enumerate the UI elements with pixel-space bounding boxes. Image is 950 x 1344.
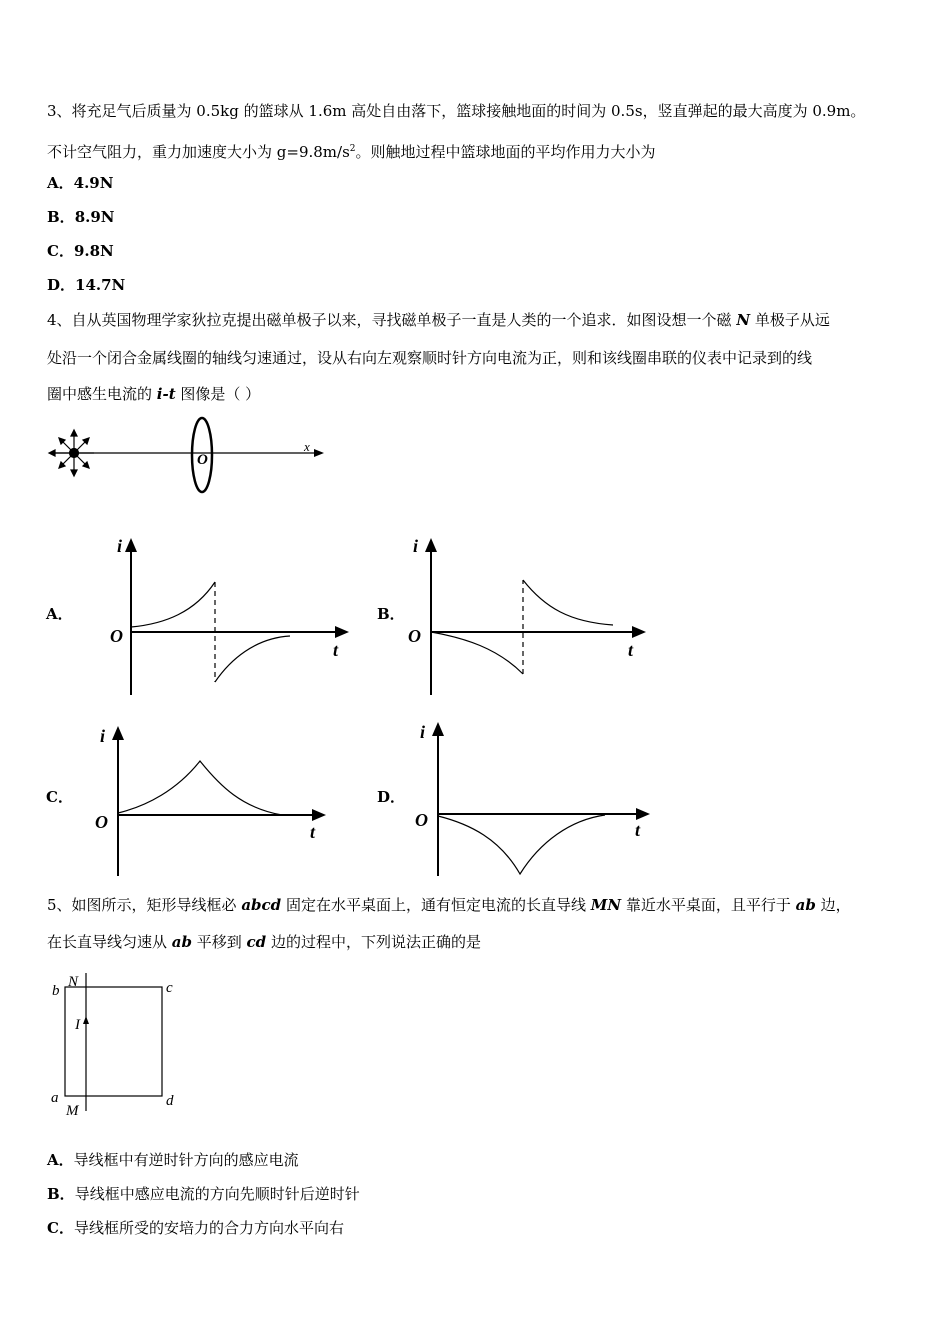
q3-stem-sup: 2 xyxy=(349,144,356,154)
option-letter: B． xyxy=(47,1185,75,1203)
i-axis-label: i xyxy=(413,536,419,556)
option-letter: A． xyxy=(47,1151,74,1169)
curve-positive xyxy=(523,580,613,625)
curve-trough xyxy=(438,815,605,874)
q5-text: 边的过程中，下列说法正确的是 xyxy=(266,933,481,951)
graph-d[interactable] xyxy=(410,714,660,879)
option-text: 导线框中有逆时针方向的感应电流 xyxy=(73,1151,299,1169)
curve-peak xyxy=(118,761,282,815)
q5-option-c[interactable] xyxy=(47,1218,344,1238)
q4-stem-text: 圈中感生电流的 xyxy=(47,385,157,403)
option-text: 导线框所受的安培力的合力方向水平向右 xyxy=(73,1219,344,1237)
graph-a[interactable] xyxy=(105,530,355,695)
q4-stem-line-2: 处沿一个闭合金属线圈的轴线匀速通过，设从右向左观察顺时针方向电流为正，则和该线圈串联的仪表中记录到的线 xyxy=(47,349,813,367)
q5-var: abcd xyxy=(241,896,282,914)
option-letter: A． xyxy=(47,174,74,192)
option-text: 14.7N xyxy=(75,276,126,294)
q5-text: 边， xyxy=(815,896,851,914)
q5-var: ab xyxy=(795,896,816,914)
option-letter: C． xyxy=(47,1219,74,1237)
q3-option-d[interactable] xyxy=(47,275,125,295)
coil-o-label: O xyxy=(197,452,208,468)
t-axis-label: t xyxy=(635,820,641,840)
graph-b-label[interactable]: B． xyxy=(377,605,405,623)
q4-stem-text-end: 图像是（ ） xyxy=(175,385,261,403)
q5-var: MN xyxy=(590,896,622,914)
t-axis-label: t xyxy=(333,640,339,660)
option-text: 9.8N xyxy=(73,242,114,260)
graph-b[interactable] xyxy=(405,530,655,695)
q5-text: 平移到 xyxy=(192,933,247,951)
label-m: M xyxy=(66,1103,79,1119)
axis-arrow xyxy=(314,449,324,457)
q4-stem-text-end: 单极子从远 xyxy=(750,311,830,329)
origin-label: O xyxy=(415,810,428,830)
q4-stem-var: i-t xyxy=(156,385,176,403)
current-arrow xyxy=(83,1016,89,1024)
q3-option-a[interactable] xyxy=(47,173,113,193)
q3-stem-line-2 xyxy=(47,139,656,162)
q5-option-a[interactable] xyxy=(47,1150,299,1170)
q5-option-b[interactable] xyxy=(47,1184,360,1204)
origin-label: O xyxy=(95,812,108,832)
q4-stem-text: 4、自从英国物理学家狄拉克提出磁单极子以来，寻找磁单极子一直是人类的一个追求．如图设想一个磁 xyxy=(47,311,737,329)
q5-stem-line-2 xyxy=(47,932,481,952)
label-b: b xyxy=(52,983,60,999)
curve-negative xyxy=(431,632,523,674)
t-axis-label: t xyxy=(628,640,634,660)
label-i: I xyxy=(75,1017,80,1033)
option-letter: C． xyxy=(47,242,74,260)
q5-stem-line-1 xyxy=(47,895,851,915)
q5-text: 固定在水平桌面上，通有恒定电流的长直导线 xyxy=(281,896,591,914)
i-axis-label: i xyxy=(100,726,106,746)
curve-negative xyxy=(215,636,290,682)
q5-text: 靠近水平桌面，且平行于 xyxy=(621,896,796,914)
i-axis-label: i xyxy=(117,536,123,556)
q5-var: cd xyxy=(246,933,267,951)
q3-stem-line-1: 3、将充足气后质量为 0.5kg 的篮球从 1.6m 高处自由落下，篮球接触地面的时间为 0.5s，竖直弹起的最大高度为 0.9m。 xyxy=(47,102,866,120)
option-text: 8.9N xyxy=(74,208,115,226)
q3-option-b[interactable] xyxy=(47,207,115,227)
axis-x-label: x xyxy=(304,439,310,454)
q5-text: 5、如图所示，矩形导线框必 xyxy=(47,896,242,914)
i-axis-label: i xyxy=(420,722,426,742)
q4-stem-line-1 xyxy=(47,310,830,330)
option-letter: B． xyxy=(47,208,75,226)
option-text: 导线框中感应电流的方向先顺时针后逆时针 xyxy=(74,1185,360,1203)
label-n: N xyxy=(68,974,79,990)
label-a: a xyxy=(51,1090,59,1106)
q4-stem-line-3 xyxy=(47,384,260,404)
graph-a-label[interactable]: A． xyxy=(46,605,73,623)
label-c: c xyxy=(166,980,173,996)
option-letter: D． xyxy=(47,276,76,294)
q4-monopole-figure xyxy=(40,415,340,500)
label-d: d xyxy=(166,1093,174,1109)
monopole-icon xyxy=(49,430,94,476)
option-text: 4.9N xyxy=(73,174,114,192)
graph-c-label[interactable]: C． xyxy=(46,788,73,806)
t-axis-label: t xyxy=(310,822,316,842)
frame-abcd xyxy=(65,987,162,1096)
origin-label: O xyxy=(110,626,123,646)
graph-d-label[interactable]: D． xyxy=(377,788,406,806)
q3-stem-text: 不计空气阻力，重力加速度大小为 g=9.8m/s xyxy=(47,143,350,161)
q5-var: ab xyxy=(171,933,192,951)
curve-positive xyxy=(131,582,215,627)
q4-stem-var: N xyxy=(736,311,751,329)
q3-stem-text-end: 。则触地过程中篮球地面的平均作用力大小为 xyxy=(355,143,656,161)
graph-c[interactable] xyxy=(92,718,342,878)
q5-frame-figure xyxy=(45,965,185,1120)
origin-label: O xyxy=(408,626,421,646)
q5-text: 在长直导线匀速从 xyxy=(47,933,172,951)
q3-option-c[interactable] xyxy=(47,241,114,261)
